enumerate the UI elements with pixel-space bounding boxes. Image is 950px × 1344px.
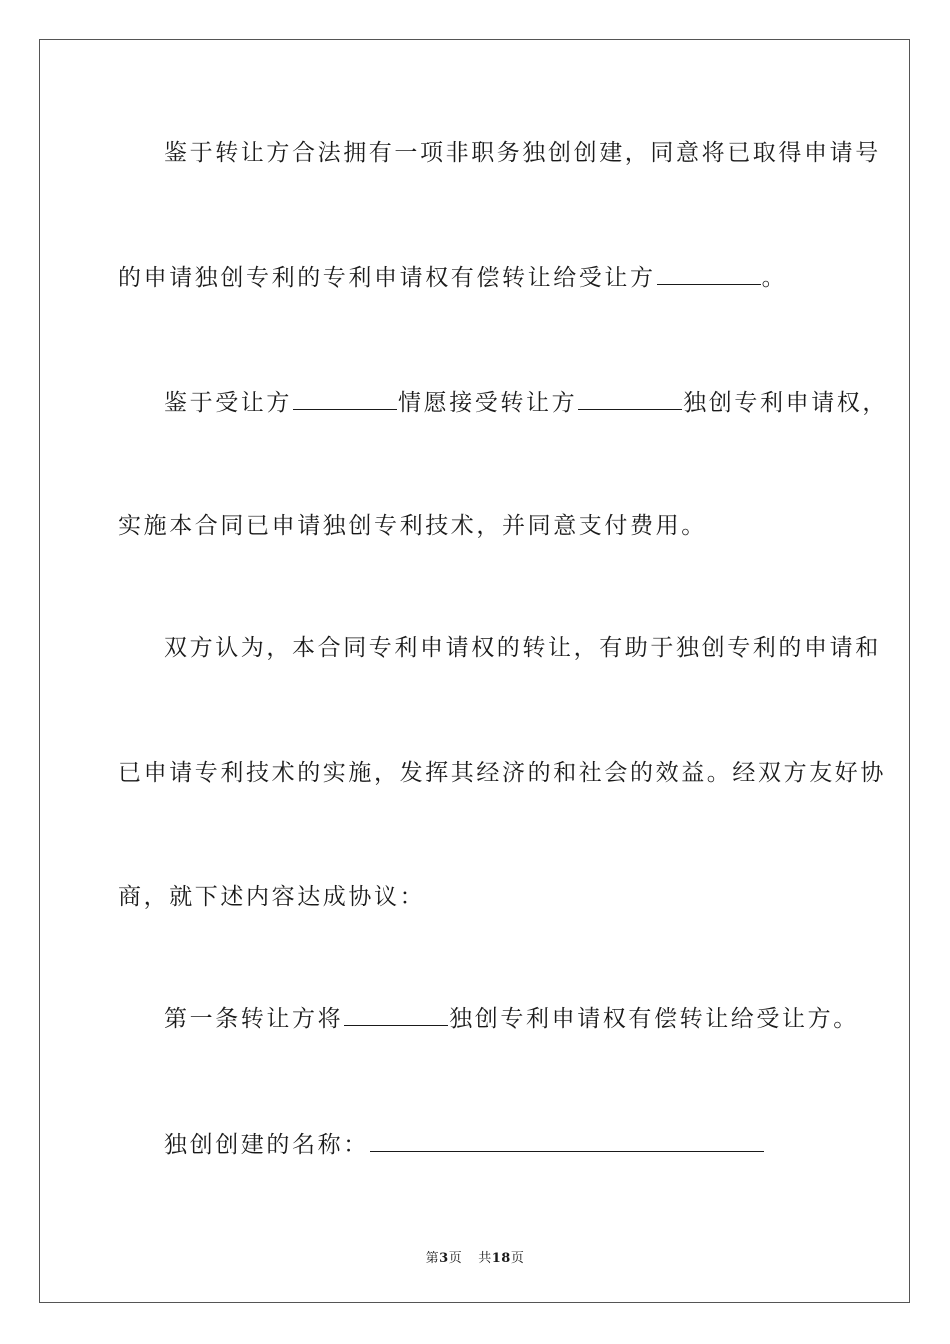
paragraph-3-line-2: 已申请专利技术的实施，发挥其经济的和社会的效益。经双方友好协 xyxy=(118,760,886,786)
invention-name-label: 独创创建的名称： xyxy=(164,1132,369,1158)
paragraph-1-line-2-text: 的申请独创专利的专利申请权有偿转让给受让方 xyxy=(118,265,656,291)
paragraph-1-line-1: 鉴于转让方合法拥有一项非职务独创创建，同意将已取得申请号 xyxy=(164,140,881,166)
total-prefix: 共 xyxy=(478,1251,492,1266)
article-1-assignor-blank[interactable] xyxy=(344,1005,448,1026)
invention-name-blank[interactable] xyxy=(370,1131,764,1152)
paragraph-1-line-2-end: 。 xyxy=(761,265,788,291)
page-suffix: 页 xyxy=(448,1251,463,1266)
paragraph-2-text-b: 情愿接受转让方 xyxy=(398,390,578,416)
assignor-name-blank[interactable] xyxy=(578,389,682,410)
invention-name-line xyxy=(164,1130,765,1160)
page-number: 3 xyxy=(439,1251,449,1266)
paragraph-2-text-c: 独创专利申请权， xyxy=(683,390,889,416)
article-1-text-a: 第一条转让方将 xyxy=(164,1006,344,1032)
total-suffix: 页 xyxy=(510,1251,525,1266)
paragraph-3-line-3: 商，就下述内容达成协议： xyxy=(118,884,426,910)
paragraph-2-text-a: 鉴于受让方 xyxy=(164,390,292,416)
paragraph-2-line-2: 实施本合同已申请独创专利技术，并同意支付费用。 xyxy=(118,513,707,539)
page-footer xyxy=(0,1247,950,1266)
article-1-text-b: 独创专利申请权有偿转让给受让方。 xyxy=(449,1006,859,1032)
assignee-blank[interactable] xyxy=(657,264,761,285)
page-border xyxy=(39,39,910,1303)
assignee-name-blank[interactable] xyxy=(293,389,397,410)
page-prefix: 第 xyxy=(425,1251,440,1266)
article-1-line xyxy=(164,1004,859,1034)
paragraph-2-line-1 xyxy=(164,388,888,418)
paragraph-3-line-1: 双方认为，本合同专利申请权的转让，有助于独创专利的申请和 xyxy=(164,635,881,661)
paragraph-1-line-2 xyxy=(118,263,787,293)
total-pages: 18 xyxy=(491,1251,511,1266)
